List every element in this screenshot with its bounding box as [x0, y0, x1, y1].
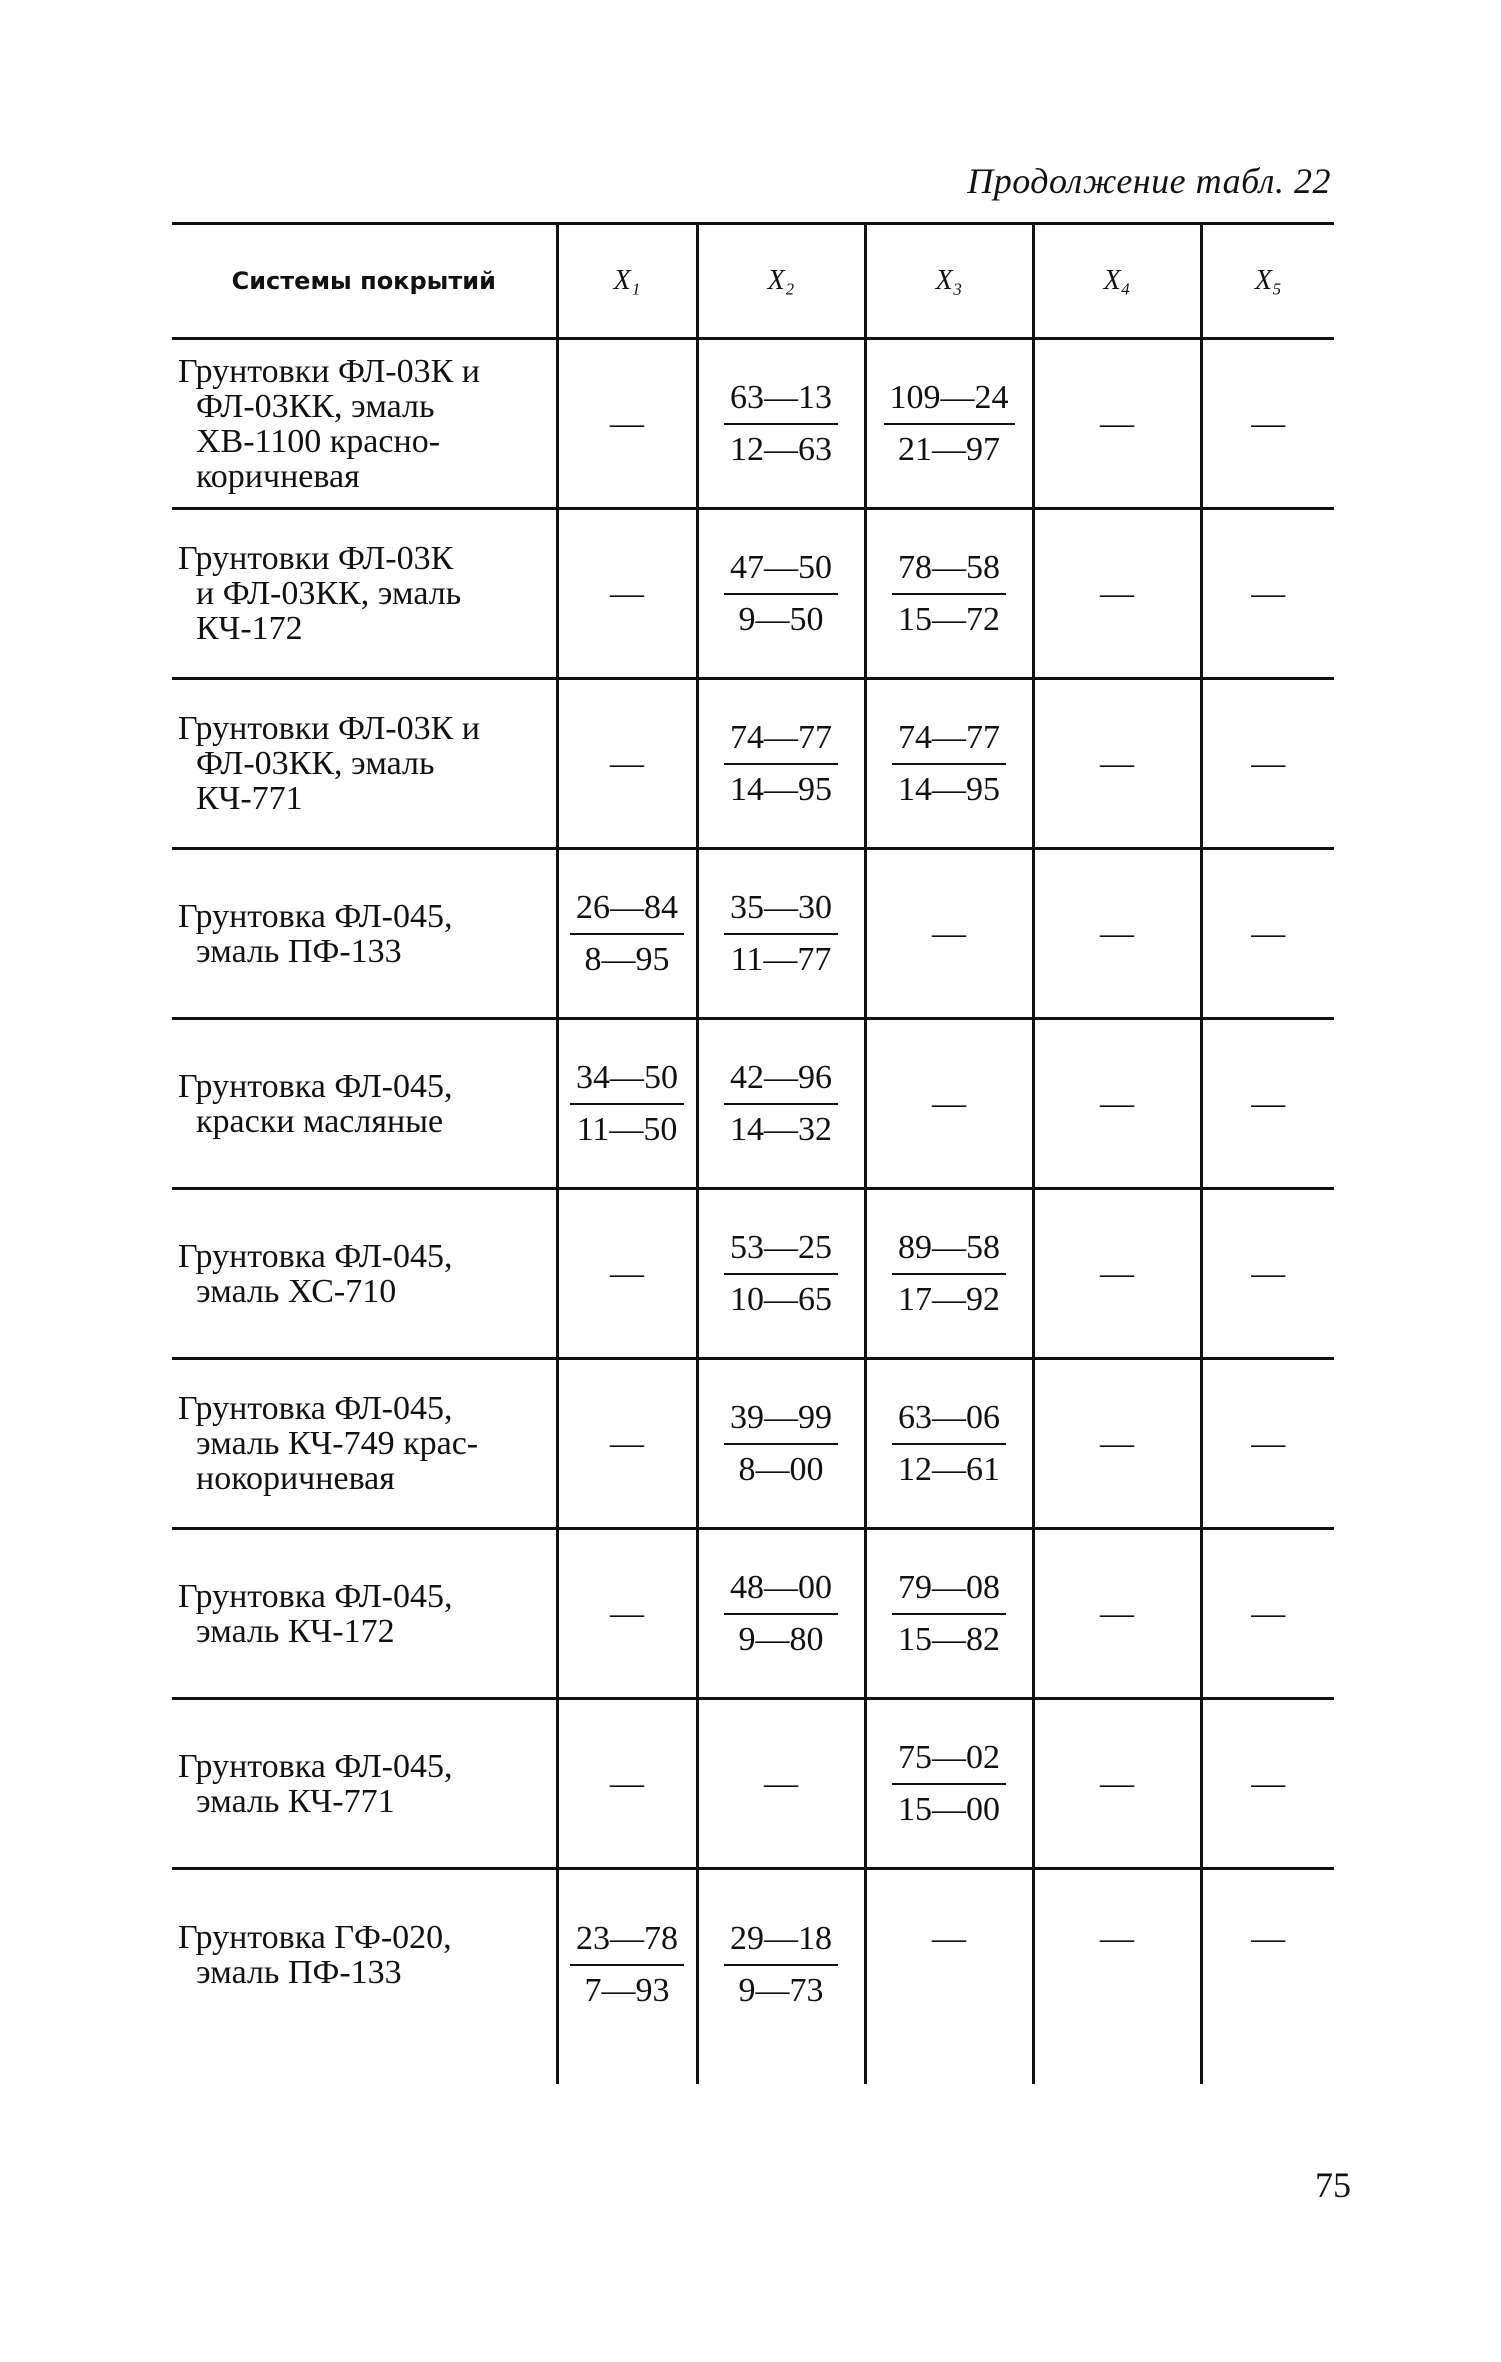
system-cell: [172, 1019, 557, 1189]
fraction-denominator: 14—32: [730, 1110, 832, 1148]
fraction-numerator: 53—25: [724, 1229, 838, 1275]
table-caption: Продолжение табл. 22: [967, 161, 1331, 201]
value-cell-x4: [1033, 849, 1201, 1019]
coating-systems-table: [172, 222, 1334, 2084]
fraction-numerator: 42—96: [724, 1059, 838, 1105]
system-line: Грунтовка ФЛ-045,: [178, 1237, 453, 1275]
empty-value-dash: —: [1251, 1424, 1286, 1462]
value-cell-x4: [1033, 679, 1201, 849]
system-line: эмаль ПФ-133: [196, 1954, 402, 1991]
empty-value-dash: —: [610, 574, 644, 612]
fraction-denominator: 15—00: [898, 1790, 1000, 1828]
fraction-value: [892, 1569, 1006, 1659]
empty-value-dash: —: [1100, 1084, 1134, 1122]
value-cell-x5: [1201, 1699, 1334, 1869]
system-line: Грунтовки ФЛ-03К и: [178, 352, 480, 390]
value-cell-x3: [865, 1019, 1033, 1189]
system-cell: [172, 1529, 557, 1699]
system-line: КЧ-172: [196, 610, 303, 647]
empty-value-dash: —: [610, 1594, 644, 1632]
table-row: [172, 1699, 1334, 1869]
fraction-denominator: 7—93: [584, 1972, 670, 2009]
header-x1: X₁: [557, 224, 697, 339]
value-cell-x1: [557, 1019, 697, 1189]
fraction-numerator: 47—50: [724, 549, 838, 595]
value-cell-x4: [1033, 1019, 1201, 1189]
fraction-numerator: 75—02: [892, 1739, 1006, 1785]
empty-value-dash: —: [1100, 574, 1134, 612]
fraction-value: [892, 719, 1006, 809]
fraction-denominator: 9—80: [738, 1620, 824, 1658]
empty-value-dash: —: [1251, 1920, 1286, 1957]
fraction-denominator: 10—65: [730, 1280, 832, 1318]
empty-value-dash: —: [1251, 1084, 1286, 1122]
value-cell-x5: [1201, 1529, 1334, 1699]
fraction-value: [724, 1569, 838, 1659]
empty-value-dash: —: [1100, 1920, 1134, 1957]
value-cell-x3: [865, 1529, 1033, 1699]
fraction-denominator: 11—77: [730, 940, 832, 978]
empty-value-dash: —: [1251, 404, 1286, 442]
empty-value-dash: —: [1100, 744, 1134, 782]
system-line: эмаль ПФ-133: [196, 932, 402, 970]
table-row: [172, 849, 1334, 1019]
value-cell-x2: [697, 1699, 865, 1869]
header-x5: X₅: [1201, 224, 1334, 339]
fraction-value: [892, 1229, 1006, 1319]
fraction-numerator: 63—06: [892, 1399, 1006, 1445]
fraction-denominator: 17—92: [898, 1280, 1000, 1318]
header-x4: X₄: [1033, 224, 1201, 339]
value-cell-x3: [865, 509, 1033, 679]
fraction-numerator: 109—24: [884, 379, 1015, 425]
table-header-row: [172, 224, 1334, 339]
fraction-denominator: 8—00: [738, 1450, 824, 1488]
fraction-denominator: 11—50: [576, 1110, 678, 1148]
system-cell: [172, 509, 557, 679]
empty-value-dash: —: [1251, 1764, 1286, 1802]
fraction-numerator: 89—58: [892, 1229, 1006, 1275]
fraction-denominator: 15—82: [898, 1620, 1000, 1658]
empty-value-dash: —: [1251, 1594, 1286, 1632]
value-cell-x1: [557, 1189, 697, 1359]
system-line: Грунтовки ФЛ-03К: [178, 540, 454, 577]
fraction-numerator: 74—77: [724, 719, 838, 765]
table-body: [172, 339, 1334, 2084]
empty-value-dash: —: [764, 1764, 798, 1802]
system-line: Грунтовки ФЛ-03К и: [178, 710, 480, 747]
system-line: краски масляные: [196, 1102, 444, 1140]
table-row: [172, 1359, 1334, 1529]
table-row: [172, 1869, 1334, 2084]
value-cell-x3: [865, 1189, 1033, 1359]
fraction-denominator: 14—95: [730, 770, 832, 808]
table-row: [172, 339, 1334, 509]
system-line: эмаль КЧ-771: [196, 1782, 395, 1820]
system-line: Грунтовка ФЛ-045,: [178, 897, 453, 935]
header-system: Системы покрытий: [172, 224, 557, 339]
value-cell-x1: [557, 1529, 697, 1699]
value-cell-x1: [557, 1869, 697, 2084]
value-cell-x3: [865, 849, 1033, 1019]
value-cell-x5: [1201, 1869, 1334, 2084]
fraction-value: [892, 1739, 1006, 1829]
value-cell-x1: [557, 1699, 697, 1869]
value-cell-x1: [557, 849, 697, 1019]
system-line: коричневая: [196, 457, 360, 495]
system-cell: [172, 339, 557, 509]
fraction-numerator: 29—18: [724, 1920, 838, 1966]
system-line: ФЛ-03КК, эмаль: [196, 387, 435, 425]
system-line: Грунтовка ФЛ-045,: [178, 1747, 453, 1785]
empty-value-dash: —: [610, 744, 644, 782]
fraction-value: [570, 1920, 684, 2010]
value-cell-x3: [865, 1699, 1033, 1869]
fraction-denominator: 15—72: [898, 600, 1000, 638]
fraction-denominator: 21—97: [898, 430, 1000, 468]
value-cell-x5: [1201, 1359, 1334, 1529]
system-cell: [172, 1189, 557, 1359]
empty-value-dash: —: [932, 914, 966, 952]
value-cell-x4: [1033, 339, 1201, 509]
system-line: Грунтовка ФЛ-045,: [178, 1577, 453, 1615]
fraction-value: [724, 1059, 838, 1149]
header-x2: X₂: [697, 224, 865, 339]
empty-value-dash: —: [610, 1424, 644, 1462]
fraction-denominator: 14—95: [898, 770, 1000, 808]
system-cell: [172, 1869, 557, 2084]
value-cell-x3: [865, 679, 1033, 849]
fraction-denominator: 8—95: [584, 940, 670, 978]
table-row: [172, 509, 1334, 679]
empty-value-dash: —: [1251, 1254, 1286, 1292]
table-row: [172, 1189, 1334, 1359]
empty-value-dash: —: [1251, 574, 1286, 612]
system-line: и ФЛ-03КК, эмаль: [196, 575, 462, 612]
system-line: Грунтовка ФЛ-045,: [178, 1390, 453, 1427]
fraction-value: [570, 1059, 684, 1149]
empty-value-dash: —: [932, 1084, 966, 1122]
empty-value-dash: —: [932, 1920, 966, 1957]
fraction-numerator: 63—13: [724, 379, 838, 425]
system-line: Грунтовка ФЛ-045,: [178, 1067, 453, 1105]
fraction-denominator: 9—50: [738, 600, 824, 638]
value-cell-x2: [697, 1359, 865, 1529]
value-cell-x4: [1033, 1189, 1201, 1359]
value-cell-x4: [1033, 1359, 1201, 1529]
system-line: эмаль КЧ-749 крас-: [196, 1425, 479, 1462]
fraction-denominator: 12—63: [730, 430, 832, 468]
value-cell-x1: [557, 1359, 697, 1529]
value-cell-x3: [865, 1359, 1033, 1529]
system-cell: [172, 679, 557, 849]
value-cell-x3: [865, 1869, 1033, 2084]
fraction-denominator: 9—73: [738, 1972, 824, 2009]
system-cell: [172, 1359, 557, 1529]
value-cell-x2: [697, 1189, 865, 1359]
fraction-value: [724, 1920, 838, 2010]
value-cell-x2: [697, 339, 865, 509]
header-x3: X₃: [865, 224, 1033, 339]
fraction-value: [724, 379, 838, 469]
table-row: [172, 679, 1334, 849]
fraction-numerator: 78—58: [892, 549, 1006, 595]
fraction-value: [724, 719, 838, 809]
value-cell-x5: [1201, 509, 1334, 679]
empty-value-dash: —: [1100, 404, 1134, 442]
system-cell: [172, 849, 557, 1019]
empty-value-dash: —: [1100, 1424, 1134, 1462]
value-cell-x5: [1201, 1019, 1334, 1189]
value-cell-x1: [557, 679, 697, 849]
value-cell-x2: [697, 1019, 865, 1189]
fraction-numerator: 74—77: [892, 719, 1006, 765]
fraction-value: [724, 1399, 838, 1489]
fraction-value: [724, 549, 838, 639]
fraction-numerator: 23—78: [570, 1920, 684, 1966]
fraction-numerator: 39—99: [724, 1399, 838, 1445]
table-row: [172, 1019, 1334, 1189]
system-line: ФЛ-03КК, эмаль: [196, 745, 435, 782]
value-cell-x5: [1201, 849, 1334, 1019]
table-row: [172, 1529, 1334, 1699]
value-cell-x4: [1033, 509, 1201, 679]
system-line: Грунтовка ГФ-020,: [178, 1919, 452, 1956]
system-line: КЧ-771: [196, 780, 303, 817]
fraction-numerator: 34—50: [570, 1059, 684, 1105]
value-cell-x4: [1033, 1699, 1201, 1869]
empty-value-dash: —: [610, 1764, 644, 1802]
empty-value-dash: —: [1100, 1254, 1134, 1292]
system-line: нокоричневая: [196, 1460, 395, 1497]
fraction-numerator: 79—08: [892, 1569, 1006, 1615]
fraction-value: [724, 889, 838, 979]
empty-value-dash: —: [610, 404, 644, 442]
value-cell-x2: [697, 509, 865, 679]
fraction-numerator: 26—84: [570, 889, 684, 935]
value-cell-x4: [1033, 1869, 1201, 2084]
value-cell-x2: [697, 849, 865, 1019]
fraction-value: [884, 379, 1015, 469]
fraction-denominator: 12—61: [898, 1450, 1000, 1488]
fraction-numerator: 48—00: [724, 1569, 838, 1615]
value-cell-x5: [1201, 339, 1334, 509]
page-number: 75: [1315, 2165, 1351, 2205]
fraction-value: [892, 549, 1006, 639]
value-cell-x1: [557, 509, 697, 679]
value-cell-x3: [865, 339, 1033, 509]
fraction-value: [570, 889, 684, 979]
empty-value-dash: —: [1251, 914, 1286, 952]
empty-value-dash: —: [610, 1254, 644, 1292]
system-cell: [172, 1699, 557, 1869]
fraction-value: [724, 1229, 838, 1319]
empty-value-dash: —: [1100, 1764, 1134, 1802]
empty-value-dash: —: [1100, 1594, 1134, 1632]
value-cell-x4: [1033, 1529, 1201, 1699]
fraction-numerator: 35—30: [724, 889, 838, 935]
value-cell-x5: [1201, 679, 1334, 849]
system-line: эмаль ХС-710: [196, 1272, 397, 1310]
value-cell-x5: [1201, 1189, 1334, 1359]
value-cell-x2: [697, 679, 865, 849]
value-cell-x2: [697, 1869, 865, 2084]
empty-value-dash: —: [1251, 744, 1286, 782]
system-line: эмаль КЧ-172: [196, 1612, 395, 1650]
system-line: ХВ-1100 красно-: [196, 422, 441, 460]
value-cell-x1: [557, 339, 697, 509]
empty-value-dash: —: [1100, 914, 1134, 952]
fraction-value: [892, 1399, 1006, 1489]
value-cell-x2: [697, 1529, 865, 1699]
